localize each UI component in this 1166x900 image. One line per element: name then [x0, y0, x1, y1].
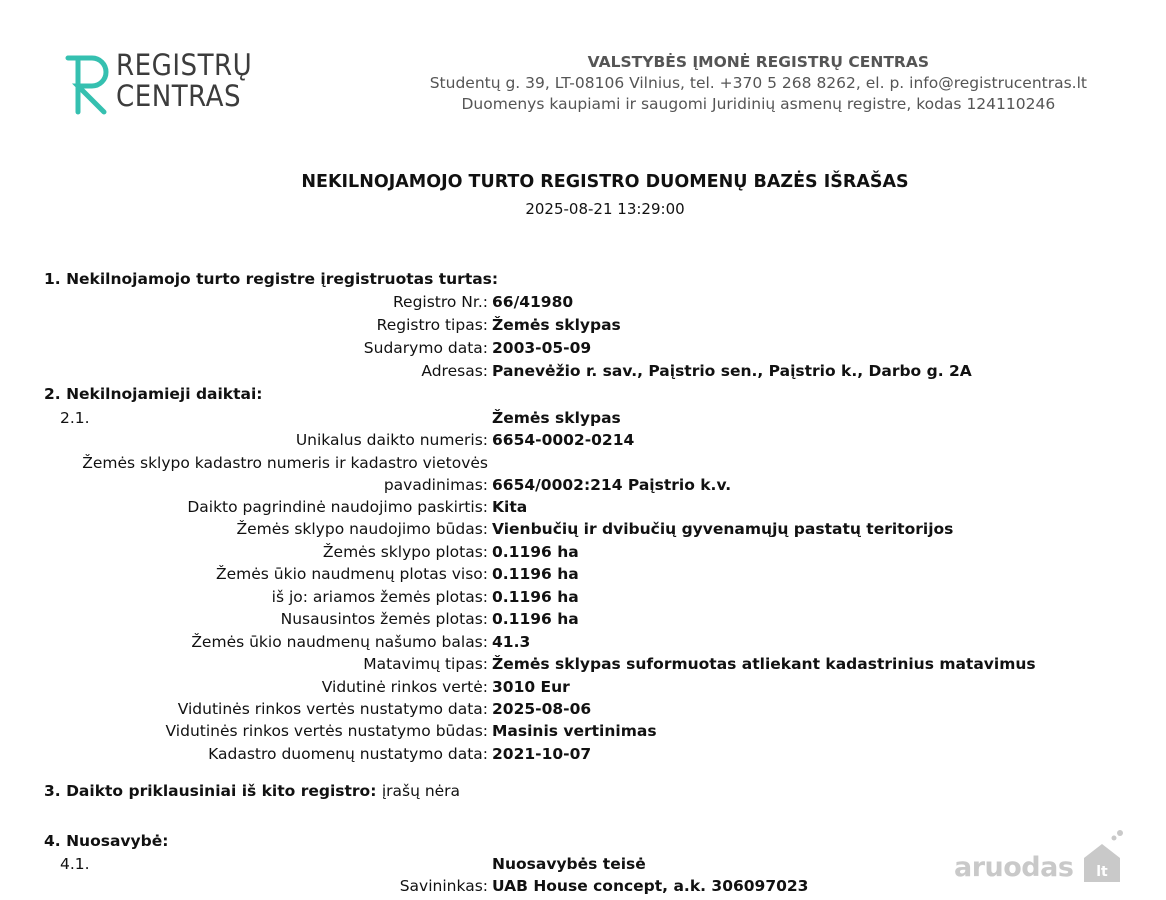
aruodas-watermark [954, 828, 1129, 888]
item-title-row [0, 409, 1166, 431]
field-value: Žemės sklypas suformuotas atliekant kadastrinius matavimus [492, 655, 1036, 673]
field-row [0, 362, 1166, 384]
field-row [0, 431, 1166, 453]
field-row [0, 543, 1166, 565]
field-row [0, 745, 1166, 767]
field-row [0, 476, 1166, 498]
field-value: UAB House concept, a.k. 306097023 [492, 877, 809, 895]
field-value: 41.3 [492, 633, 531, 651]
field-value: Žemės sklypas [492, 316, 621, 334]
field-row [0, 678, 1166, 700]
field-label: pavadinimas: [383, 476, 488, 494]
field-value: Vienbučių ir dvibučių gyvenamųjų pastatų teritorijos [492, 520, 954, 538]
field-row [0, 722, 1166, 744]
field-label: Unikalus daikto numeris: [295, 431, 488, 449]
watermark-suffix: lt [1096, 864, 1108, 880]
field-label: Daikto pagrindinė naudojimo paskirtis: [187, 498, 488, 516]
section-3 [44, 782, 460, 800]
item-title: Nuosavybės teisė [492, 855, 646, 873]
field-value: 0.1196 ha [492, 565, 579, 583]
field-row [0, 316, 1166, 338]
registru-centras-logo [64, 50, 264, 120]
company-address: Studentų g. 39, LT-08106 Vilnius, tel. +370 5 268 8262, el. p. info@registrucentras.lt [429, 74, 1087, 92]
field-label: Žemės sklypo naudojimo būdas: [236, 520, 488, 538]
section-2-heading: 2. Nekilnojamieji daiktai: [44, 385, 263, 403]
logo-mark-icon [64, 54, 112, 118]
field-label: Registro Nr.: [392, 293, 488, 311]
field-label: Vidutinė rinkos vertė: [321, 678, 488, 696]
item-title: Žemės sklypas [492, 409, 621, 427]
logo-line-1: REGISTRŲ [116, 48, 253, 82]
field-value: 2021-10-07 [492, 745, 592, 763]
field-value: Masinis vertinimas [492, 722, 657, 740]
field-label: Matavimų tipas: [363, 655, 488, 673]
section-1-heading: 1. Nekilnojamojo turto registre įregistruotas turtas: [44, 270, 499, 288]
logo-line-2: CENTRAS [116, 79, 242, 113]
field-label: Kadastro duomenų nustatymo data: [208, 745, 488, 763]
field-row [0, 454, 1166, 476]
item-number: 2.1. [60, 409, 90, 427]
field-label: Žemės sklypo kadastro numeris ir kadastro vietovės [82, 454, 488, 472]
field-row [0, 588, 1166, 610]
section-3-heading: 3. Daikto priklausiniai iš kito registro: [44, 782, 377, 800]
company-name: VALSTYBĖS ĮMONĖ REGISTRŲ CENTRAS [587, 53, 930, 71]
field-value: 3010 Eur [492, 678, 570, 696]
item-number: 4.1. [60, 855, 90, 873]
document-title: NEKILNOJAMOJO TURTO REGISTRO DUOMENŲ BAZĖS IŠRAŠAS [301, 172, 909, 192]
field-value: Panevėžio r. sav., Paįstrio sen., Paįstrio k., Darbo g. 2A [492, 362, 972, 380]
field-value: Kita [492, 498, 528, 516]
field-row [0, 655, 1166, 677]
field-value: 2025-08-06 [492, 700, 592, 718]
field-value: 2003-05-09 [492, 339, 592, 357]
field-value: 0.1196 ha [492, 588, 579, 606]
field-row [0, 293, 1166, 315]
company-registry: Duomenys kaupiami ir saugomi Juridinių asmenų registre, kodas 124110246 [461, 95, 1056, 113]
field-label: Žemės ūkio naudmenų našumo balas: [191, 633, 488, 651]
field-row [0, 633, 1166, 655]
field-label: Sudarymo data: [363, 339, 488, 357]
field-label: Žemės ūkio naudmenų plotas viso: [216, 565, 488, 583]
field-label: Žemės sklypo plotas: [322, 543, 488, 561]
section-3-value: įrašų nėra [381, 782, 461, 800]
field-row [0, 700, 1166, 722]
field-label: Registro tipas: [376, 316, 488, 334]
watermark-text: aruodas [954, 852, 1074, 883]
field-label: iš jo: ariamos žemės plotas: [271, 588, 488, 606]
field-value: 66/41980 [492, 293, 574, 311]
section-4-heading: 4. Nuosavybė: [44, 832, 169, 850]
field-row [0, 610, 1166, 632]
house-lt-icon [1080, 828, 1126, 888]
company-info [430, 52, 1087, 115]
field-row [0, 339, 1166, 361]
field-value: 6654/0002:214 Paįstrio k.v. [492, 476, 732, 494]
field-label: Adresas: [421, 362, 488, 380]
field-row [0, 520, 1166, 542]
field-row [0, 498, 1166, 520]
field-value: 0.1196 ha [492, 543, 579, 561]
field-label: Nusausintos žemės plotas: [280, 610, 488, 628]
document-datetime: 2025-08-21 13:29:00 [525, 200, 685, 218]
field-label: Savininkas: [399, 877, 488, 895]
field-value: 6654-0002-0214 [492, 431, 635, 449]
field-label: Vidutinės rinkos vertės nustatymo data: [177, 700, 488, 718]
field-value: 0.1196 ha [492, 610, 579, 628]
field-label: Vidutinės rinkos vertės nustatymo būdas: [165, 722, 488, 740]
field-row [0, 565, 1166, 587]
